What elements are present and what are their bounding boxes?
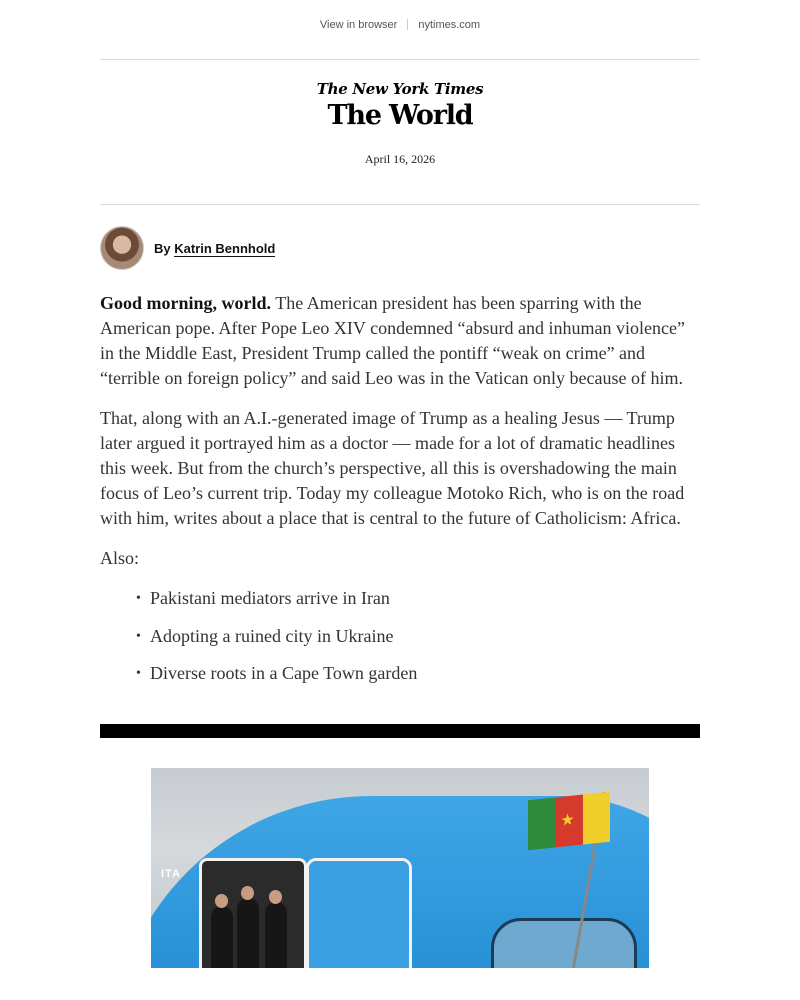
also-link-iran[interactable]: Pakistani mediators arrive in Iran [150,588,390,608]
cameroon-flag-icon [528,792,610,851]
paragraph-intro-text: The American president has been sparring with the American pope. After Pope Leo XIV condemned “absurd and inhuman violence” in the Middle East, President Trump called the pontiff “weak on crime” and “terrible on foreign policy” and said Leo was in the Vatican only because of him. [100,293,685,388]
flag-stripe-red [555,795,582,848]
view-in-browser-link[interactable]: View in browser [319,18,398,31]
author-avatar[interactable] [100,226,144,270]
issue-date: April 16, 2026 [364,152,436,166]
newsletter [100,0,700,968]
nyt-logo[interactable]: The New York Times [316,80,484,98]
masthead [100,60,700,205]
list-item [136,624,700,649]
list-item [136,586,700,611]
cockpit-window [491,918,637,968]
plane-door-closed [306,858,412,968]
person [265,902,287,968]
bullet-icon: • [136,666,141,681]
nytimes-link[interactable]: nytimes.com [418,18,481,31]
byline [100,205,700,291]
list-item [136,661,700,686]
airline-logo: ITA [161,868,181,880]
also-label: Also: [100,548,140,568]
also-list [100,586,700,686]
top-links-bar [100,0,700,60]
newsletter-title[interactable]: The World [327,100,473,131]
greeting: Good morning, world. [100,293,272,313]
paragraph-second: That, along with an A.I.-generated image of Trump as a healing Jesus — Trump later argued it portrayed him as a doctor — made for a lot of dramatic headlines this week. But from the church’s perspective, all this is overshadowing the main focus of Leo’s current trip. Today my colleague Motoko Rich, who is on the road with him, writes about a place that is central to the future of Catholicism: Africa. [100,408,685,528]
bullet-icon: • [136,591,141,606]
flag-stripe-yellow [583,792,610,845]
byline-prefix: By [154,240,171,256]
paragraph-intro [100,291,700,391]
link-divider [407,19,408,30]
byline-text [154,241,275,256]
also-link-ukraine[interactable]: Adopting a ruined city in Ukraine [150,625,394,646]
also-link-cape-town[interactable]: Diverse roots in a Cape Town garden [150,663,418,683]
person [237,898,259,968]
lead-photo[interactable] [151,768,649,968]
bullet-icon: • [136,628,141,644]
author-link[interactable]: Katrin Bennhold [174,240,276,256]
people-in-doorway [209,878,295,968]
article-body [100,291,700,686]
person [211,906,233,968]
section-divider-bar [100,724,700,738]
flag-stripe-green [528,797,555,850]
